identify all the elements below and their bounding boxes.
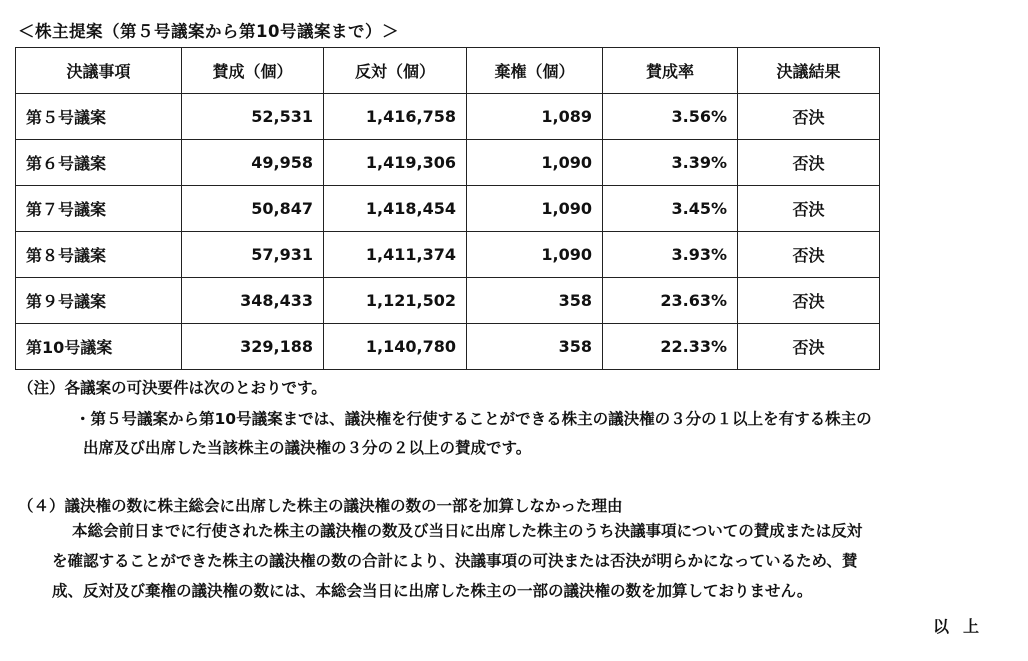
cell-approval-rate: 3.39% <box>603 140 738 186</box>
cell-resolution: 第７号議案 <box>16 186 182 232</box>
cell-approval-rate: 3.56% <box>603 94 738 140</box>
cell-resolution: 第９号議案 <box>16 278 182 324</box>
cell-against: 1,419,306 <box>324 140 467 186</box>
note-line: ・第５号議案から第10号議案までは、議決権を行使することができる株主の議決権の３分の１以上を有する株主の <box>75 410 872 428</box>
paragraph-line: 成、反対及び棄権の議決権の数には、本総会当日に出席した株主の一部の議決権の数を加算しておりません。 <box>52 582 813 600</box>
cell-for: 52,531 <box>182 94 324 140</box>
cell-abstain: 1,090 <box>467 140 603 186</box>
cell-result: 否決 <box>738 140 880 186</box>
cell-result: 否決 <box>738 186 880 232</box>
section-4-heading: （４）議決権の数に株主総会に出席した株主の議決権の数の一部を加算しなかった理由 <box>18 497 623 515</box>
cell-resolution: 第８号議案 <box>16 232 182 278</box>
cell-abstain: 1,089 <box>467 94 603 140</box>
resolution-results-table <box>15 47 880 370</box>
table-row <box>16 94 880 140</box>
cell-result: 否決 <box>738 232 880 278</box>
paragraph-line: を確認することができた株主の議決権の数の合計により、決議事項の可決または否決が明らかになっているため、賛 <box>52 552 858 570</box>
cell-approval-rate: 3.45% <box>603 186 738 232</box>
cell-for: 329,188 <box>182 324 324 370</box>
cell-abstain: 1,090 <box>467 186 603 232</box>
table-row <box>16 278 880 324</box>
note-body <box>75 405 1015 463</box>
cell-for: 50,847 <box>182 186 324 232</box>
cell-for: 348,433 <box>182 278 324 324</box>
note-heading: （注）各議案の可決要件は次のとおりです。 <box>18 379 327 397</box>
cell-approval-rate: 23.63% <box>603 278 738 324</box>
cell-for: 49,958 <box>182 140 324 186</box>
cell-approval-rate: 22.33% <box>603 324 738 370</box>
cell-abstain: 358 <box>467 324 603 370</box>
cell-result: 否決 <box>738 324 880 370</box>
cell-against: 1,411,374 <box>324 232 467 278</box>
cell-abstain: 1,090 <box>467 232 603 278</box>
cell-resolution: 第６号議案 <box>16 140 182 186</box>
col-header-for: 賛成（個） <box>182 48 324 94</box>
col-header-against: 反対（個） <box>324 48 467 94</box>
cell-resolution: 第10号議案 <box>16 324 182 370</box>
cell-resolution: 第５号議案 <box>16 94 182 140</box>
note-line: 出席及び出席した当該株主の議決権の３分の２以上の賛成です。 <box>83 439 532 457</box>
paragraph-line: 本総会前日までに行使された株主の議決権の数及び当日に出席した株主のうち決議事項についての賛成または反対 <box>72 522 863 540</box>
cell-abstain: 358 <box>467 278 603 324</box>
table-row <box>16 186 880 232</box>
section-4-body <box>52 516 1007 606</box>
col-header-approval-rate: 賛成率 <box>603 48 738 94</box>
section-title: ＜株主提案（第５号議案から第10号議案まで）＞ <box>18 22 399 41</box>
cell-against: 1,416,758 <box>324 94 467 140</box>
cell-result: 否決 <box>738 278 880 324</box>
cell-for: 57,931 <box>182 232 324 278</box>
cell-against: 1,418,454 <box>324 186 467 232</box>
closing-mark: 以上 <box>932 617 993 636</box>
cell-result: 否決 <box>738 94 880 140</box>
table-row <box>16 324 880 370</box>
cell-approval-rate: 3.93% <box>603 232 738 278</box>
cell-against: 1,121,502 <box>324 278 467 324</box>
cell-against: 1,140,780 <box>324 324 467 370</box>
col-header-resolution: 決議事項 <box>16 48 182 94</box>
table-header-row <box>16 48 880 94</box>
col-header-result: 決議結果 <box>738 48 880 94</box>
table-row <box>16 232 880 278</box>
table-row <box>16 140 880 186</box>
col-header-abstain: 棄権（個） <box>467 48 603 94</box>
